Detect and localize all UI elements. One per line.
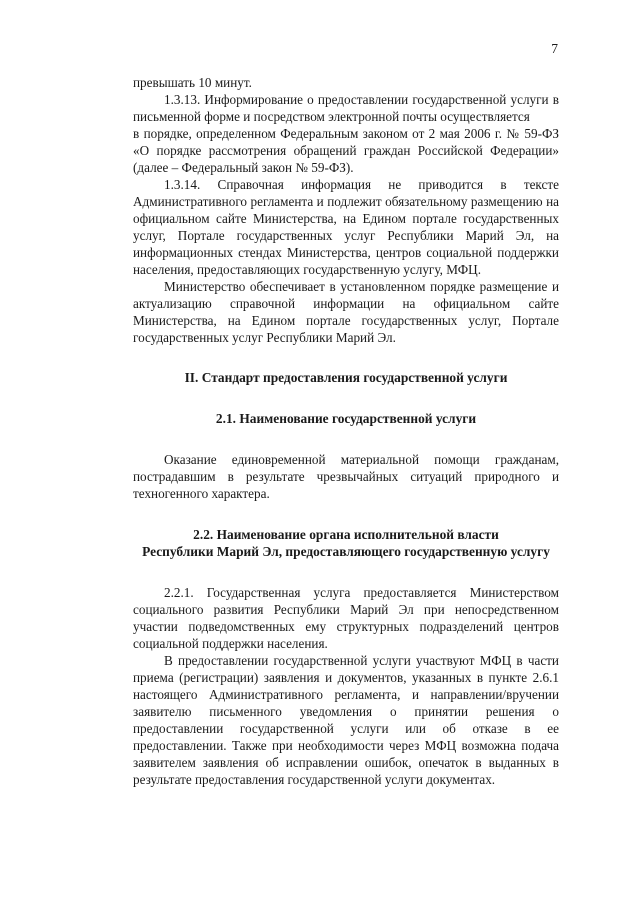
paragraph-2-2-1: 2.2.1. Государственная услуга предоставляется Министерством социального развития Республики Марий Эл при непосредственном участии подведомственных ему структурных подразделений центров социальной поддержки населения. <box>133 585 559 651</box>
paragraph-1-3-14: 1.3.14. Справочная информация не приводится в тексте Административного регламента и подлежит обязательному размещению на официальном сайте Министерства, на Едином портале государственных услуг, Портале государственных услуг Республики Марий Эл, на информационных стендах Министерства, центров социальной поддержки населения, предоставляющих государственную услугу, МФЦ. <box>133 177 559 277</box>
paragraph-service-name: Оказание единовременной материальной помощи гражданам, пострадавшим в результате чрезвычайных ситуаций природного и техногенного характера. <box>133 452 559 501</box>
paragraph-1-3-13: 1.3.13. Информирование о предоставлении государственной услуги в письменной форме и посредством электронной почты осуществляется <box>133 92 559 124</box>
paragraph-federal-law: в порядке, определенном Федеральным законом от 2 мая 2006 г. № 59-ФЗ «О порядке рассмотрения обращений граждан Российской Федерации» (далее – Федеральный закон № 59-ФЗ). <box>133 126 559 175</box>
subsection-2-1-title: 2.1. Наименование государственной услуги <box>215 411 477 426</box>
subsection-2-2-title-line2: Республики Марий Эл, предоставляющего государственную услугу <box>142 544 550 559</box>
paragraph-continuation: превышать 10 минут. <box>133 75 252 90</box>
paragraph-mfc-participation: В предоставлении государственной услуги участвуют МФЦ в части приема (регистрации) заявления и документов, указанных в пункте 2.6.1 настоящего Административного регламента, и направлении/вручении заявителю письменного уведомления о принятии решения о предоставлении государственной услуги или об отказе в ее предоставлении. Также при необходимости через МФЦ возможна подача заявителем заявления об исправлении ошибок, опечаток в выданных в результате предоставления государственной услуги документах. <box>133 653 559 787</box>
section-title: II. Стандарт предоставления государственной услуги <box>184 370 508 385</box>
subsection-2-2-title-line1: 2.2. Наименование органа исполнительной власти <box>193 527 499 542</box>
paragraph-ministry-info: Министерство обеспечивает в установленном порядке размещение и актуализацию справочной информации на официальном сайте Министерства, на Едином портале государственных услуг, Портале государственных услуг Республики Марий Эл. <box>133 279 559 345</box>
document-body <box>133 74 559 788</box>
page-number: 7 <box>551 41 558 56</box>
subsection-2-2-title <box>133 526 559 560</box>
